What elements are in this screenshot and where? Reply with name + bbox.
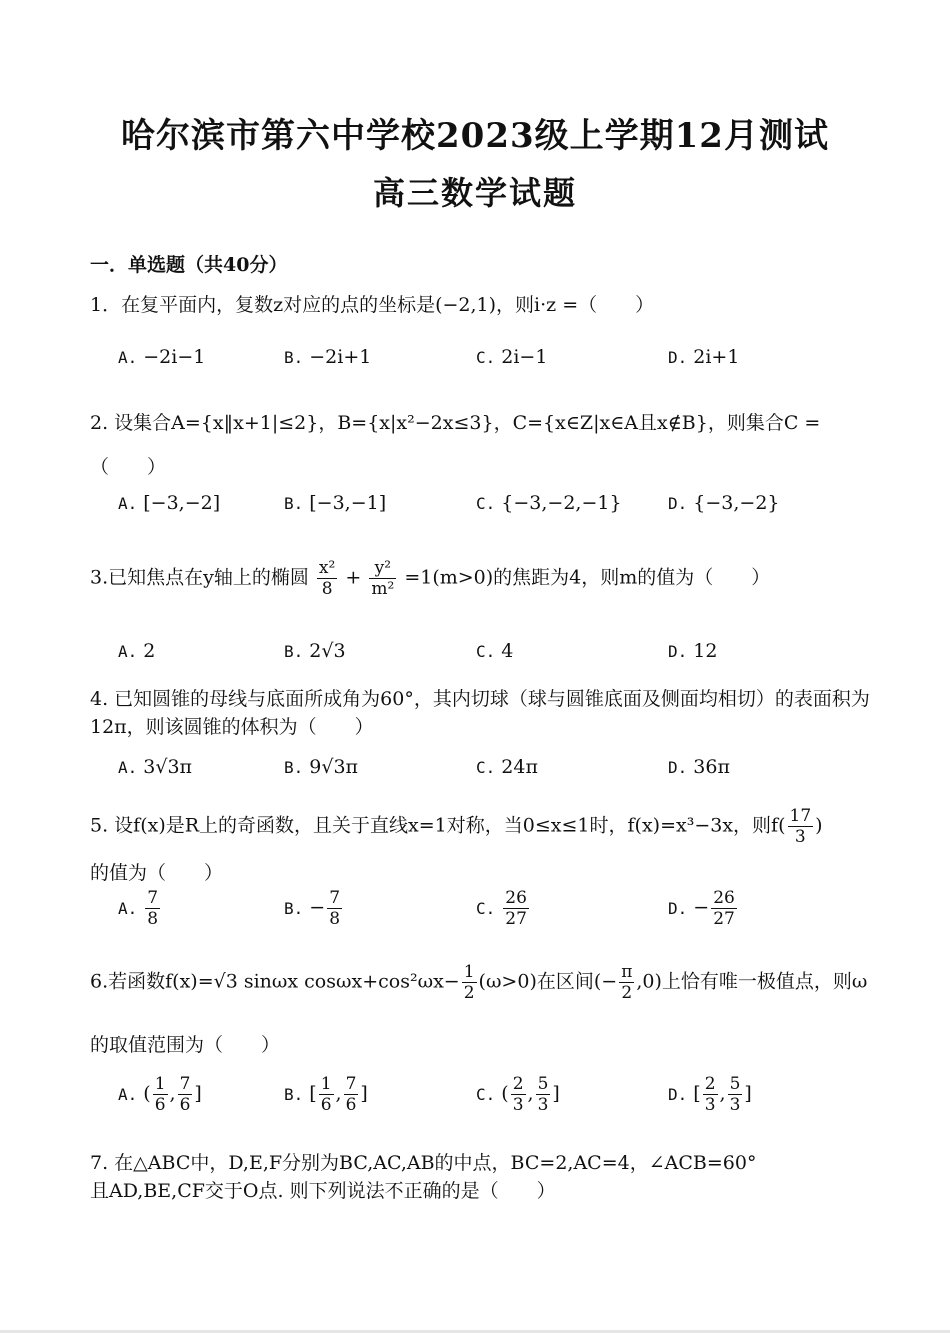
option-fraction: [511, 1074, 526, 1115]
option-text: {−3,−2,−1}: [501, 492, 622, 514]
frac-numerator: 17: [789, 806, 812, 826]
frac-denominator: 8: [147, 909, 159, 929]
q3-option-d[interactable]: [668, 640, 717, 662]
frac-denominator: 6: [320, 1095, 332, 1115]
option-fraction: [536, 1074, 551, 1115]
frac-numerator: 5: [537, 1074, 549, 1094]
page-edge-divider: [0, 1330, 950, 1333]
option-text: 4: [501, 640, 514, 662]
frac-numerator: 7: [345, 1074, 357, 1094]
q5-option-c[interactable]: [476, 888, 531, 929]
interval-open: [: [309, 1082, 317, 1105]
option-text: 2i−1: [501, 346, 548, 368]
option-text: [−3,−1]: [309, 492, 387, 514]
q5-option-b[interactable]: [284, 888, 344, 929]
option-fraction: [319, 1074, 334, 1115]
question-5-stem: [90, 806, 823, 847]
q2-option-a[interactable]: [118, 492, 220, 514]
q6-stem-part: 6.若函数f(x)=√3 sinωx cosωx+cos²ωx−: [90, 970, 460, 993]
frac-denominator: 3: [794, 827, 806, 847]
option-fraction: [178, 1074, 193, 1115]
frac-denominator: 3: [729, 1095, 741, 1115]
interval-close: ]: [744, 1082, 752, 1105]
frac-denominator: 3: [704, 1095, 716, 1115]
question-1-options: [118, 346, 918, 386]
option-label: C.: [476, 348, 496, 367]
frac-denominator: 6: [154, 1095, 166, 1115]
option-label: D.: [668, 348, 688, 367]
frac-denominator: 6: [345, 1095, 357, 1115]
q6-option-a[interactable]: A. ( $\frac{1}{6}$ , $\frac{7}{6}$ ]: [118, 1074, 202, 1115]
q5-fraction: [788, 806, 814, 847]
question-2-stem: 2. 设集合A={x‖x+1|≤2}，B={x|x²−2x≤3}，C={x∈Z|x∈A且x∉B}，则集合C =: [90, 412, 821, 434]
option-fraction: [711, 888, 737, 929]
option-label: C.: [476, 898, 496, 918]
frac-denominator: m²: [371, 579, 395, 599]
frac-denominator: 2: [463, 983, 475, 1003]
frac-numerator: x²: [318, 558, 336, 578]
option-label: C.: [476, 642, 496, 661]
option-text: 3√3π: [143, 756, 193, 778]
frac-numerator: 7: [179, 1074, 191, 1094]
option-label: C.: [476, 494, 496, 513]
option-sign: −: [693, 896, 710, 919]
section-heading: 一．单选题（共40分）: [90, 254, 288, 276]
q6-option-c[interactable]: C. ( $\frac{2}{3}$ , $\frac{5}{3}$ ]: [476, 1074, 560, 1115]
q2-option-c[interactable]: [476, 492, 622, 514]
option-label: D.: [668, 642, 688, 661]
q4-option-a[interactable]: [118, 756, 192, 778]
option-fraction: [728, 1074, 743, 1115]
q6-stem-part: ,0)上恰有唯一极值点，则ω: [636, 970, 868, 993]
question-4-line1: 4. 已知圆锥的母线与底面所成角为60°，其内切球（球与圆锥底面及侧面均相切）的表面积为: [90, 688, 870, 710]
q5-option-a[interactable]: [118, 888, 162, 929]
q2-option-d[interactable]: [668, 492, 780, 514]
option-text: 9√3π: [309, 756, 359, 778]
question-3-stem: [90, 558, 770, 599]
interval-close: ]: [552, 1082, 560, 1105]
option-text: 2: [143, 640, 156, 662]
q1-option-b[interactable]: [284, 346, 371, 368]
q6-fraction-pi: [619, 962, 634, 1003]
q3-stem-part: =1(m>0)的焦距为4，则m的值为（ ）: [404, 566, 771, 589]
option-text: {−3,−2}: [693, 492, 780, 514]
option-label: C.: [476, 1084, 496, 1104]
option-text: 24π: [501, 756, 538, 778]
question-7-line1: 7. 在△ABC中，D,E,F分别为BC,AC,AB的中点，BC=2,AC=4，∠ACB=60°: [90, 1152, 757, 1174]
option-label: A.: [118, 758, 138, 777]
option-text: −2i−1: [143, 346, 206, 368]
option-fraction: [153, 1074, 168, 1115]
option-fraction: [344, 1074, 359, 1115]
option-text: [−3,−2]: [143, 492, 221, 514]
option-label: A.: [118, 494, 138, 513]
frac-denominator: 27: [505, 909, 527, 929]
exam-subtitle: 高三数学试题: [372, 174, 577, 212]
frac-denominator: 27: [713, 909, 735, 929]
option-text: 36π: [693, 756, 730, 778]
question-4-line2: 12π，则该圆锥的体积为（ ）: [90, 716, 374, 738]
option-label: B.: [284, 898, 304, 918]
q3-option-b[interactable]: [284, 640, 346, 662]
q6-fraction-half: [462, 962, 477, 1003]
frac-denominator: 2: [621, 983, 633, 1003]
question-6-stem: [90, 962, 867, 1003]
option-label: A.: [118, 898, 138, 918]
interval-open: (: [501, 1082, 509, 1105]
question-6-options: [118, 1074, 918, 1126]
question-7-line2: 且AD,BE,CF交于O点. 则下列说法不正确的是（ ）: [90, 1180, 556, 1202]
question-5-options: [118, 888, 918, 940]
q3-option-a[interactable]: [118, 640, 155, 662]
q1-option-d[interactable]: [668, 346, 739, 368]
option-fraction: [327, 888, 342, 929]
option-label: D.: [668, 1084, 688, 1104]
question-2-options: [118, 492, 918, 532]
question-6-line2: 的取值范围为（ ）: [90, 1034, 281, 1056]
q4-option-b[interactable]: [284, 756, 358, 778]
option-label: A.: [118, 1084, 138, 1104]
option-label: A.: [118, 642, 138, 661]
option-label: B.: [284, 348, 304, 367]
q3-plus: +: [345, 566, 362, 589]
option-text: 2√3: [309, 640, 346, 662]
interval-close: ]: [360, 1082, 368, 1105]
option-label: B.: [284, 642, 304, 661]
frac-denominator: 8: [321, 579, 333, 599]
q3-fraction-x: [317, 558, 337, 599]
exam-title: 哈尔滨市第六中学校2023级上学期12月测试: [121, 116, 829, 156]
question-3-options: [118, 640, 918, 680]
option-fraction: [503, 888, 529, 929]
frac-denominator: 8: [329, 909, 341, 929]
frac-numerator: 26: [505, 888, 527, 908]
question-2-paren: （ ）: [90, 456, 167, 478]
option-label: B.: [284, 494, 304, 513]
q1-option-c[interactable]: [476, 346, 547, 368]
frac-denominator: 6: [179, 1095, 191, 1115]
q4-option-d[interactable]: [668, 756, 730, 778]
q6-option-d[interactable]: D. [ $\frac{2}{3}$ , $\frac{5}{3}$ ]: [668, 1074, 752, 1115]
q5-stem-part: 5. 设f(x)是R上的奇函数，且关于直线x=1对称，当0≤x≤1时，f(x)=x³−3x，则f(: [90, 814, 786, 837]
option-label: D.: [668, 898, 688, 918]
q3-fraction-y: [369, 558, 396, 599]
option-label: A.: [118, 348, 138, 367]
q5-option-d[interactable]: [668, 888, 739, 929]
frac-numerator: 1: [154, 1074, 166, 1094]
frac-numerator: 2: [512, 1074, 524, 1094]
q4-option-c[interactable]: [476, 756, 538, 778]
frac-numerator: 1: [320, 1074, 332, 1094]
frac-numerator: 2: [704, 1074, 716, 1094]
interval-open: (: [143, 1082, 151, 1105]
option-fraction: [145, 888, 160, 929]
q3-option-c[interactable]: [476, 640, 513, 662]
frac-denominator: 3: [537, 1095, 549, 1115]
q6-stem-part: (ω>0)在区间(−: [478, 970, 618, 993]
q5-stem-part: ): [815, 814, 823, 837]
frac-numerator: 26: [713, 888, 735, 908]
interval-open: [: [693, 1082, 701, 1105]
q3-stem-part: 3.已知焦点在y轴上的椭圆: [90, 566, 309, 589]
q2-option-b[interactable]: [284, 492, 386, 514]
option-label: D.: [668, 758, 688, 777]
option-sign: −: [309, 896, 326, 919]
option-label: B.: [284, 758, 304, 777]
question-1-stem: 1．在复平面内，复数z对应的点的坐标是(−2,1)，则i·z =（ ）: [90, 294, 655, 316]
option-text: 12: [693, 640, 718, 662]
option-label: B.: [284, 1084, 304, 1104]
question-5-line2: 的值为（ ）: [90, 862, 224, 884]
q1-option-a[interactable]: [118, 346, 205, 368]
option-fraction: [703, 1074, 718, 1115]
interval-close: ]: [194, 1082, 202, 1105]
q6-option-b[interactable]: B. [ $\frac{1}{6}$ , $\frac{7}{6}$ ]: [284, 1074, 368, 1115]
frac-denominator: 3: [512, 1095, 524, 1115]
option-label: C.: [476, 758, 496, 777]
option-text: 2i+1: [693, 346, 740, 368]
frac-numerator: π: [621, 962, 633, 982]
option-text: −2i+1: [309, 346, 372, 368]
frac-numerator: y²: [369, 558, 396, 579]
frac-numerator: 5: [729, 1074, 741, 1094]
option-label: D.: [668, 494, 688, 513]
frac-numerator: 1: [463, 962, 475, 982]
frac-numerator: 7: [147, 888, 159, 908]
question-4-options: [118, 756, 918, 796]
frac-numerator: 7: [329, 888, 341, 908]
